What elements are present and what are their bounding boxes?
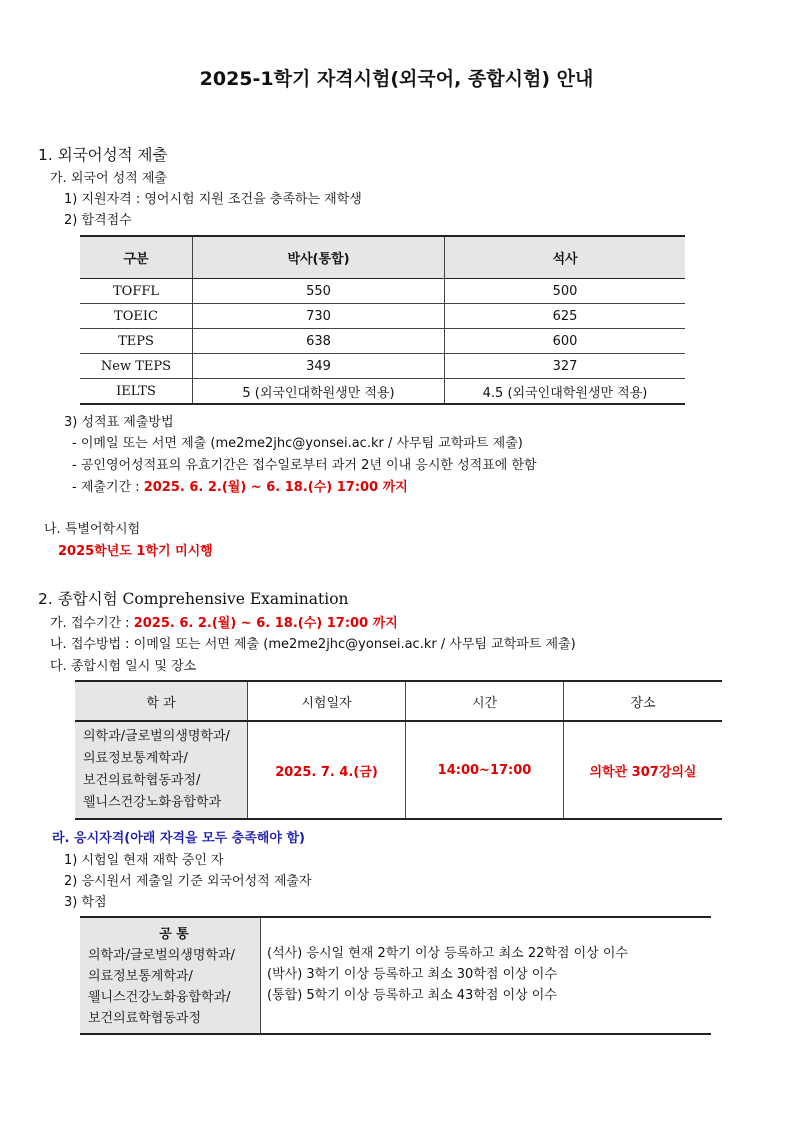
score-doctoral: 550 [193, 279, 445, 304]
score-doctoral: 638 [193, 329, 445, 354]
section2-d3: 3) 학점 [64, 895, 107, 910]
section1-item3: 3) 성적표 제출방법 [64, 415, 174, 430]
section1-sub-b: 나. 특별어학시험 [44, 522, 141, 537]
score-doctoral: 730 [193, 304, 445, 329]
table-row [75, 721, 722, 819]
exam-dept-line: 의료정보통계학과/ [83, 751, 188, 766]
score-doctoral: 5 (외국인대학원생만 적용) [193, 379, 445, 405]
section2-a [50, 612, 398, 631]
table-row [80, 279, 685, 304]
exam-date: 2025. 7. 4.(금) [248, 721, 406, 819]
credit-common-label: 공 통 [159, 927, 189, 942]
exam-dept-line: 보건의료학협동과정/ [83, 773, 201, 788]
exam-dept-cell [75, 721, 248, 819]
submission-period-value: 2025. 6. 2.(월) ~ 6. 18.(수) 17:00 까지 [143, 480, 408, 495]
score-masters: 500 [445, 279, 686, 304]
score-table [80, 235, 685, 405]
submission-period-label: - 제출기간 : [72, 480, 144, 495]
credit-rule: (석사) 응시일 현재 2학기 이상 등록하고 최소 22학점 이상 이수 [267, 946, 628, 961]
section2-a-value: 2025. 6. 2.(월) ~ 6. 18.(수) 17:00 까지 [133, 616, 398, 631]
submission-method-1: - 이메일 또는 서면 제출 (me2me2jhc@yonsei.ac.kr / 사무팀 교학파트 제출) [72, 436, 523, 451]
score-test-name: TOFFL [80, 279, 193, 304]
exam-table [75, 680, 722, 820]
exam-header-dept: 학 과 [75, 681, 248, 721]
exam-header-date: 시험일자 [248, 681, 406, 721]
score-test-name: TEPS [80, 329, 193, 354]
credit-rule: (통합) 5학기 이상 등록하고 최소 43학점 이상 이수 [267, 988, 557, 1003]
section2-d2: 2) 응시원서 제출일 기준 외국어성적 제출자 [64, 874, 312, 889]
score-header-doctoral: 박사(통합) [193, 236, 445, 279]
exam-dept-line: 의학과/글로벌의생명학과/ [83, 729, 230, 744]
submission-period [72, 476, 408, 495]
credit-dept-cell [80, 917, 261, 1034]
score-test-name: TOEIC [80, 304, 193, 329]
score-table-header-row [80, 236, 685, 279]
score-header-category: 구분 [80, 236, 193, 279]
section2-heading-en: Comprehensive Examination [122, 590, 349, 608]
section1-heading: 1. 외국어성적 제출 [38, 146, 168, 164]
section2-c: 다. 종합시험 일시 및 장소 [50, 659, 197, 674]
section2-a-label: 가. 접수기간 : [50, 616, 134, 631]
credit-dept-line: 의학과/글로벌의생명학과/ [88, 948, 235, 963]
score-doctoral: 349 [193, 354, 445, 379]
section2-heading-ko: 2. 종합시험 [38, 590, 123, 608]
score-masters: 4.5 (외국인대학원생만 적용) [445, 379, 686, 405]
table-row [80, 917, 711, 1034]
section1-sub-a: 가. 외국어 성적 제출 [50, 171, 167, 186]
table-row [80, 304, 685, 329]
credit-rule: (박사) 3학기 이상 등록하고 최소 30학점 이상 이수 [267, 967, 557, 982]
credit-table [80, 916, 711, 1035]
exam-place: 의학관 307강의실 [564, 721, 723, 819]
credit-dept-line: 웰니스건강노화융합학과/ [88, 990, 231, 1005]
score-masters: 625 [445, 304, 686, 329]
credit-dept-line: 의료정보통계학과/ [88, 969, 193, 984]
exam-table-header-row [75, 681, 722, 721]
section2-d: 라. 응시자격(아래 자격을 모두 충족해야 함) [52, 831, 305, 846]
exam-header-time: 시간 [406, 681, 564, 721]
score-test-name: New TEPS [80, 354, 193, 379]
section2-heading [38, 587, 349, 609]
credit-dept-line: 보건의료학협동과정 [88, 1011, 202, 1026]
section1-item1: 1) 지원자격 : 영어시험 지원 조건을 충족하는 재학생 [64, 192, 362, 207]
table-row [80, 354, 685, 379]
exam-dept-line: 웰니스건강노화융합학과 [83, 795, 222, 810]
exam-header-place: 장소 [564, 681, 723, 721]
exam-time: 14:00~17:00 [406, 721, 564, 819]
score-masters: 600 [445, 329, 686, 354]
score-test-name: IELTS [80, 379, 193, 405]
section1-item2: 2) 합격점수 [64, 213, 132, 228]
section2-d1: 1) 시험일 현재 재학 중인 자 [64, 853, 224, 868]
credit-rules-cell [261, 917, 712, 1034]
score-header-masters: 석사 [445, 236, 686, 279]
table-row [80, 329, 685, 354]
special-test-note: 2025학년도 1학기 미시행 [58, 544, 213, 559]
submission-method-2: - 공인영어성적표의 유효기간은 접수일로부터 과거 2년 이내 응시한 성적표에 한함 [72, 458, 537, 473]
table-row [80, 379, 685, 405]
page-title: 2025-1학기 자격시험(외국어, 종합시험) 안내 [199, 68, 594, 90]
score-masters: 327 [445, 354, 686, 379]
section2-b: 나. 접수방법 : 이메일 또는 서면 제출 (me2me2jhc@yonsei.ac.kr / 사무팀 교학파트 제출) [50, 637, 576, 652]
